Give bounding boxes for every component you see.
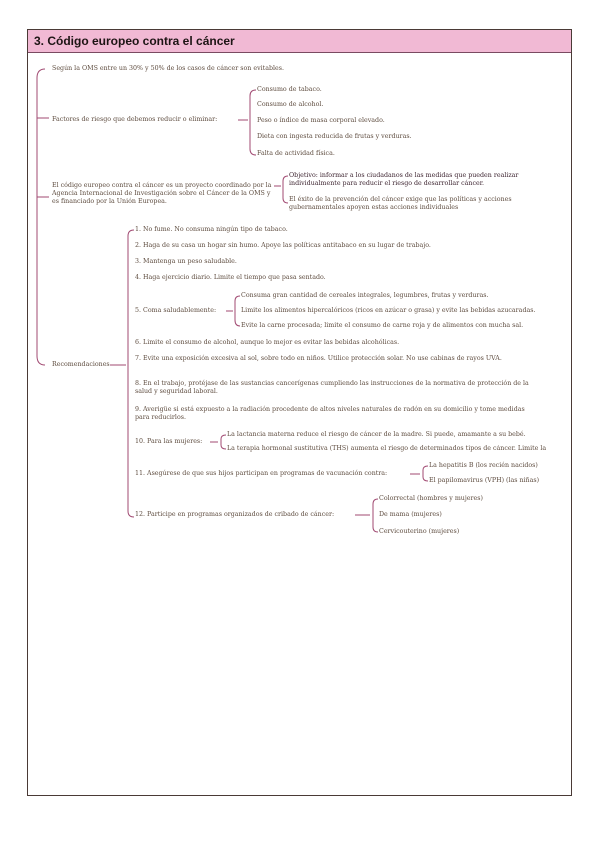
women-item: La terapia hormonal sustitutiva (THS) aumenta el riesgo de determinados tipos de cáncer. Limite la — [227, 445, 547, 452]
screening-item: Colorrectal (hombres y mujeres) — [379, 495, 483, 502]
recommendation-item: 1. No fume. No consuma ningún tipo de tabaco. — [135, 226, 288, 233]
diet-item: Consuma gran cantidad de cereales integrales, legumbres, frutas y verduras. — [241, 292, 489, 299]
vaccine-item: El papilomavirus (VPH) (las niñas) — [429, 477, 540, 484]
risk-factor-item: Peso o índice de masa corporal elevado. — [257, 117, 385, 124]
risk-factor-item: Falta de actividad física. — [257, 150, 335, 157]
recommendation-item: 10. Para las mujeres: — [135, 438, 203, 445]
diet-item: Evite la carne procesada; limite el consumo de carne roja y de alimentos con mucha sal. — [241, 322, 524, 329]
screening-item: Cervicouterino (mujeres) — [379, 528, 460, 535]
recommendation-item: 8. En el trabajo, protéjase de las sustancias cancerígenas cumpliendo las instrucciones de la normativa de protección de la salud y seguridad laboral. — [135, 380, 529, 395]
code-objective: Objetivo: informar a los ciudadanos de las medidas que pueden realizar individualmente para reducir el riesgo de desarrollar cáncer. — [289, 172, 519, 187]
risk-factor-item: Consumo de alcohol. — [257, 101, 324, 108]
recommendation-item: 2. Haga de su casa un hogar sin humo. Apoye las políticas antitabaco en su lugar de trabajo. — [135, 242, 431, 249]
section-title: 3. Código europeo contra el cáncer — [34, 34, 235, 48]
code-success: El éxito de la prevención del cáncer exige que las políticas y acciones gubernamentales apoyen estas acciones individuales — [289, 196, 512, 211]
vaccine-item: La hepatitis B (los recién nacidos) — [429, 462, 538, 469]
risk-factor-item: Consumo de tabaco. — [257, 86, 322, 93]
recommendation-item: 3. Mantenga un peso saludable. — [135, 258, 237, 265]
risk-factor-item: Dieta con ingesta reducida de frutas y verduras. — [257, 133, 412, 140]
recommendation-item: 4. Haga ejercicio diario. Limite el tiempo que pasa sentado. — [135, 274, 326, 281]
recommendation-item: 12. Participe en programas organizados de cribado de cáncer: — [135, 511, 335, 518]
screening-item: De mama (mujeres) — [379, 511, 442, 518]
recommendation-item: 6. Limite el consumo de alcohol, aunque lo mejor es evitar las bebidas alcohólicas. — [135, 339, 400, 346]
recommendations-label: Recomendaciones — [52, 361, 110, 368]
recommendation-item: 9. Averigüe si está expuesto a la radiación procedente de altos niveles naturales de radón en su domicilio y tome medidas para reducirlos. — [135, 406, 525, 421]
recommendation-item: 7. Evite una exposición excesiva al sol, sobre todo en niños. Utilice protección solar. No use cabinas de rayos UVA. — [135, 355, 502, 362]
diet-item: Limite los alimentos hipercalóricos (ricos en azúcar o grasa) y evite las bebidas azucaradas. — [241, 307, 536, 314]
intro-text: Según la OMS entre un 30% y 50% de los casos de cáncer son evitables. — [52, 65, 284, 72]
code-description: El código europeo contra el cáncer es un proyecto coordinado por la Agencia Internacional de Investigación sobre el Cáncer de la OMS y es financiado por la Unión Europea. — [52, 182, 272, 205]
recommendation-item: 5. Coma saludablemente: — [135, 307, 217, 314]
risk-factors-label: Factores de riesgo que debemos reducir o eliminar: — [52, 116, 218, 123]
women-item: La lactancia materna reduce el riesgo de cáncer de la madre. Si puede, amamante a su bebé. — [227, 431, 526, 438]
recommendation-item: 11. Asegúrese de que sus hijos participan en programas de vacunación contra: — [135, 470, 388, 477]
